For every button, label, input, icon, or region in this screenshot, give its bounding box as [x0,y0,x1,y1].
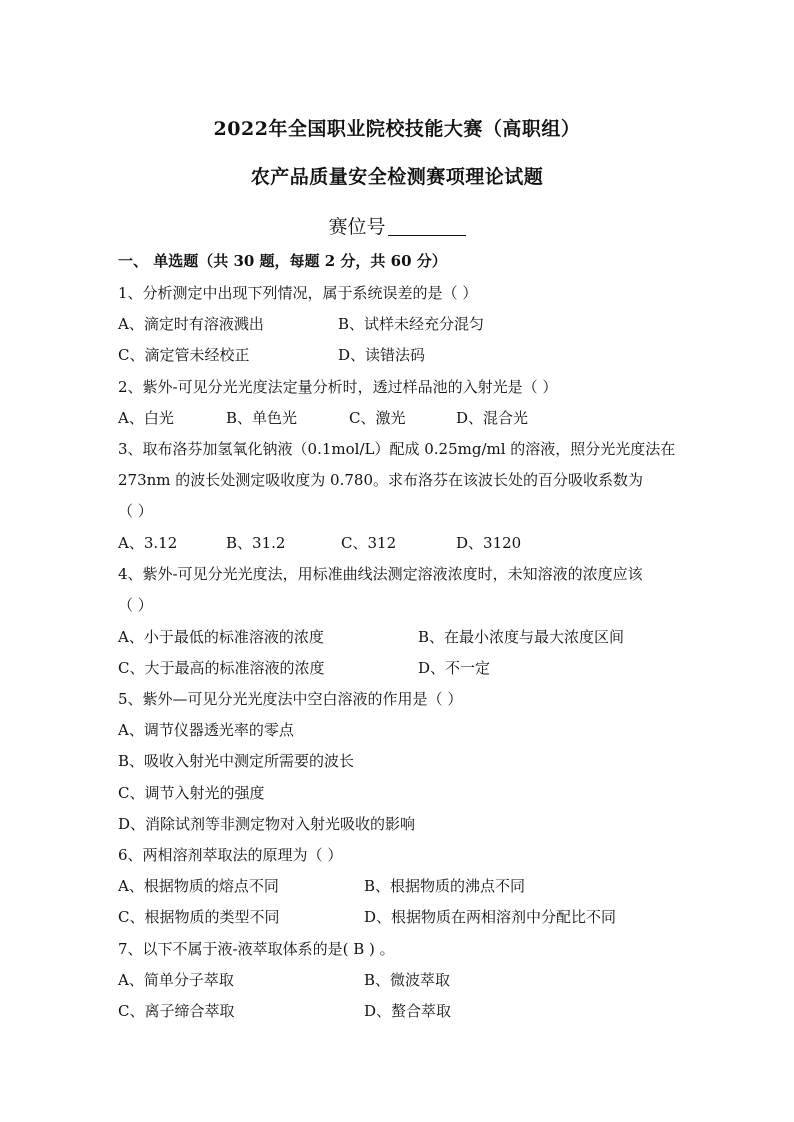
question-3-stem-line3: （ ） [118,502,153,520]
question-3-option-c: C、312 [341,534,397,552]
exam-title-line2: 农产品质量安全检测赛项理论试题 [250,166,544,188]
question-5-stem: 5、紫外—可见分光光度法中空白溶液的作用是（ ） [118,690,463,708]
question-1-option-a: A、滴定时有溶液溅出 [118,315,264,333]
seat-number-field [0,212,794,239]
question-6-option-c: C、根据物质的类型不同 [118,908,280,926]
question-4-option-c: C、大于最高的标准溶液的浓度 [118,659,325,677]
question-4-stem-line2: （ ） [118,596,153,614]
question-6-option-d: D、根据物质在两相溶剂中分配比不同 [364,908,617,926]
question-7-option-a: A、简单分子萃取 [118,971,234,989]
question-7-option-d: D、螯合萃取 [364,1002,452,1020]
question-5-option-c: C、调节入射光的强度 [118,784,265,802]
question-3-option-d: D、3120 [456,534,522,552]
question-6-option-b: B、根据物质的沸点不同 [364,877,526,895]
seat-number-label: 赛位号 [328,216,386,238]
question-1-option-b: B、试样未经充分混匀 [338,315,485,333]
question-2-stem: 2、紫外-可见分光光度法定量分析时，透过样品池的入射光是（ ） [118,378,558,396]
question-5-option-d: D、消除试剂等非测定物对入射光吸收的影响 [118,815,416,833]
question-4-stem-line1: 4、紫外-可见分光光度法，用标准曲线法测定溶液浓度时，未知溶液的浓度应该 [118,565,643,583]
question-1-option-c: C、滴定管未经校正 [118,346,250,364]
seat-number-blank [388,215,466,236]
question-6-option-a: A、根据物质的熔点不同 [118,877,279,895]
question-6-stem: 6、两相溶剂萃取法的原理为（ ） [118,846,343,864]
question-3-option-a: A、3.12 [118,534,178,552]
question-1-option-d: D、读错法码 [338,346,426,364]
question-1-stem: 1、分析测定中出现下列情况，属于系统误差的是（ ） [118,284,478,302]
section-heading: 一、 单选题（共 30 题，每题 2 分，共 60 分） [118,252,447,270]
question-2-option-a: A、白光 [118,409,174,427]
exam-title-line1: 2022年全国职业院校技能大赛（高职组） [213,118,581,140]
question-7-stem: 7、以下不属于液-液萃取体系的是( B ) 。 [118,940,395,958]
question-5-option-b: B、吸收入射光中测定所需要的波长 [118,752,355,770]
question-2-option-c: C、激光 [349,409,406,427]
question-3-option-b: B、31.2 [226,534,286,552]
question-2-option-b: B、单色光 [226,409,298,427]
question-4-option-b: B、在最小浓度与最大浓度区间 [418,628,625,646]
question-3-stem-line2: 273nm 的波长处测定吸收度为 0.780。求布洛芬在该波长处的百分吸收系数为 [118,471,643,489]
question-7-option-c: C、离子缔合萃取 [118,1002,235,1020]
question-4-option-a: A、小于最低的标准溶液的浓度 [118,628,324,646]
question-7-option-b: B、微波萃取 [364,971,451,989]
question-5-option-a: A、调节仪器透光率的零点 [118,721,294,739]
question-4-option-d: D、不一定 [418,659,491,677]
question-3-stem-line1: 3、取布洛芬加氢氧化钠液（0.1mol/L）配成 0.25mg/ml 的溶液，照分光光度法在 [118,440,676,458]
question-2-option-d: D、混合光 [456,409,529,427]
